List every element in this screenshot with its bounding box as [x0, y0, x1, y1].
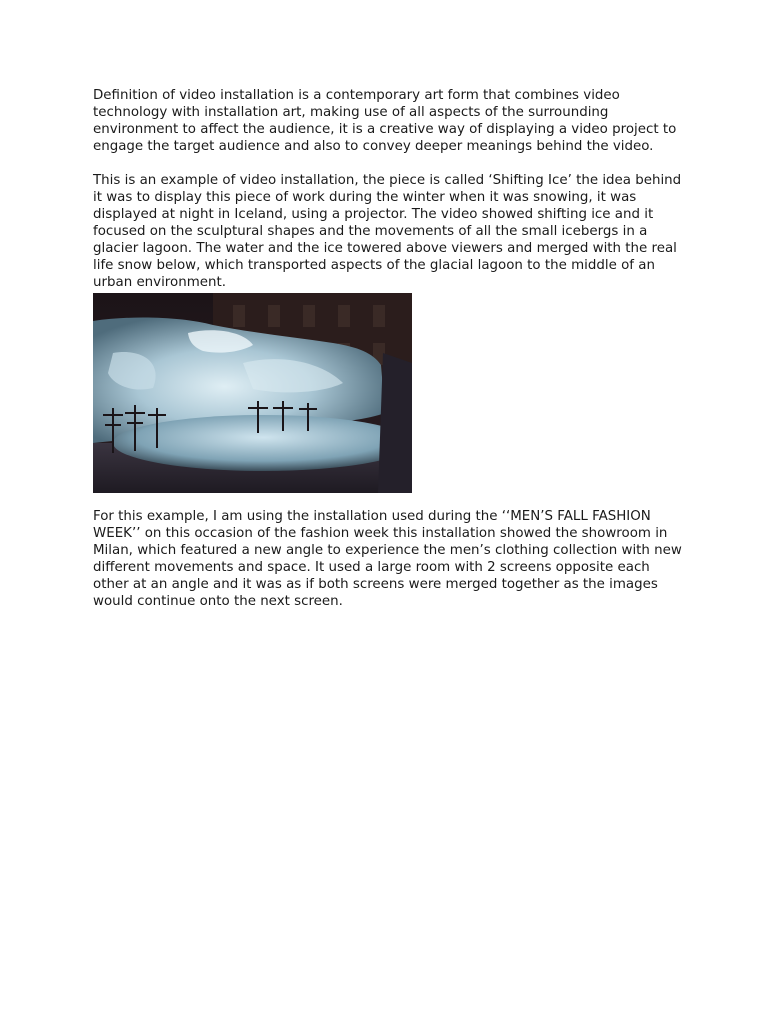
document-body	[93, 87, 683, 610]
paragraph-shifting-ice: This is an example of video installation, the piece is called ‘Shifting Ice’ the idea behind it was to display this piece of work during the winter when it was snowing, it was displayed at night in Iceland, using a projector. The video showed shifting ice and it focused on the sculptural shapes and the movements of all the small icebergs in a glacier lagoon. The water and the ice towered above viewers and merged with the real life snow below, which transported aspects of the glacial lagoon to the middle of an urban environment.	[93, 173, 682, 290]
paragraph-definition: Definition of video installation is a contemporary art form that combines video technology with installation art, making use of all aspects of the surrounding environment to affect the audience, it is a creative way of displaying a video project to engage the target audience and also to convey deeper meanings behind the video.	[93, 88, 677, 154]
shifting-ice-photo	[93, 293, 412, 493]
paragraph-fashion-week: For this example, I am using the installation used during the ‘‘MEN’S FALL FASHION WEEK’’ on this occasion of the fashion week this installation showed the showroom in Milan, which featured a new angle to experience the men’s clothing collection with new different movements and space. It used a large room with 2 screens opposite each other at an angle and it was as if both screens were merged together as the images would continue onto the next screen.	[93, 509, 682, 609]
